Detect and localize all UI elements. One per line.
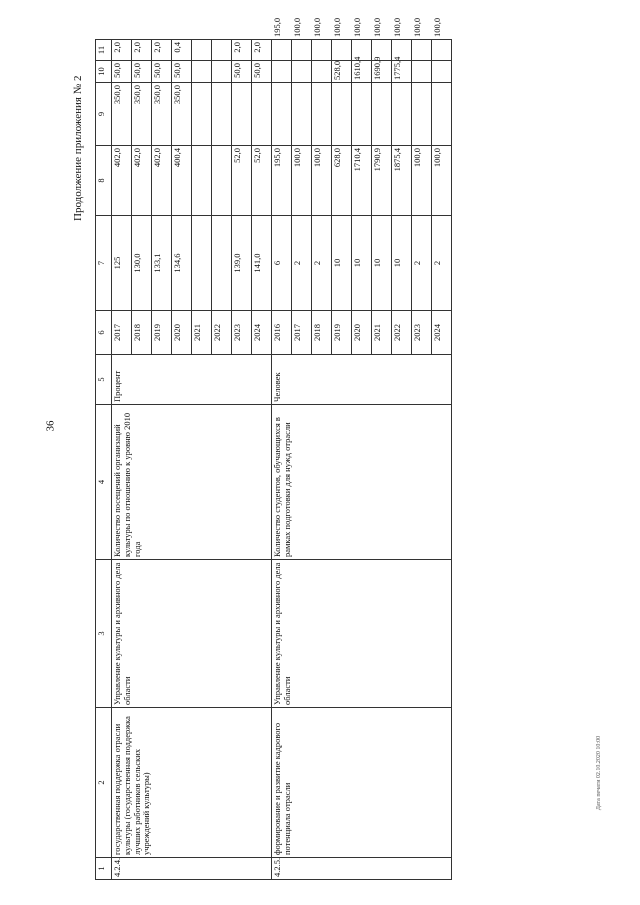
year-cell: 2018 (132, 311, 152, 355)
local-cell (212, 40, 232, 61)
total-cell: 100,0 (432, 146, 452, 216)
regional-cell (292, 61, 312, 83)
regional-cell: 1690,9 (372, 61, 392, 83)
regional-cell (432, 61, 452, 83)
federal-cell (432, 83, 452, 146)
table-row: 4.2.5. формирование и развитие кадрового потенциала отрасли Управление культуры и архивного дела области Количество студентов, обучающихся в рамках подготовки для нужд отрасли Человек 2016 6 195,0 195,0 (272, 40, 292, 880)
value-cell (192, 216, 212, 311)
value-cell: 133,1 (152, 216, 172, 311)
year-cell: 2022 (212, 311, 232, 355)
federal-cell (332, 83, 352, 146)
header-cell: 6 (96, 311, 112, 355)
local-cell (292, 40, 312, 61)
total-cell: 1875,4 (392, 146, 412, 216)
total-cell: 402,0 (112, 146, 132, 216)
total-cell: 628,0 (332, 146, 352, 216)
federal-cell: 350,0 (172, 83, 192, 146)
local-cell: 2,0 (112, 40, 132, 61)
total-cell: 100,0 (292, 146, 312, 216)
regional-cell (312, 61, 332, 83)
year-cell: 2017 (112, 311, 132, 355)
total-cell: 195,0 (272, 146, 292, 216)
total-cell (192, 146, 212, 216)
federal-cell (192, 83, 212, 146)
local-cell (192, 40, 212, 61)
value-cell (212, 216, 232, 311)
header-cell: 7 (96, 216, 112, 311)
regional-cell: 50,0 (252, 61, 272, 83)
header-row (96, 40, 112, 880)
local-cell: 2,0 (252, 40, 272, 61)
year-cell: 2024 (432, 311, 452, 355)
local-cell: 2,0 (232, 40, 252, 61)
year-cell: 2021 (372, 311, 392, 355)
table-row: 2021 10 1790,9 1690,9 100,0 (372, 40, 392, 880)
value-cell: 134,6 (172, 216, 192, 311)
item-name: государственная поддержка отрасли культуры (государственная поддержка лучших работников сельских учреждений культуры) (112, 708, 272, 858)
year-cell: 2018 (312, 311, 332, 355)
federal-cell (252, 83, 272, 146)
regional-cell: 50,0 (172, 61, 192, 83)
federal-cell (272, 83, 292, 146)
item-number: 4.2.4. (112, 858, 272, 880)
federal-cell (292, 83, 312, 146)
year-cell: 2021 (192, 311, 212, 355)
regional-cell: 50,0 (112, 61, 132, 83)
table-row: 2023 2 100,0 100,0 (412, 40, 432, 880)
year-cell: 2023 (412, 311, 432, 355)
regional-cell (192, 61, 212, 83)
regional-cell: 1610,4 (352, 61, 372, 83)
value-cell: 139,0 (232, 216, 252, 311)
total-cell: 402,0 (152, 146, 172, 216)
table-row: 2018 2 100,0 100,0 (312, 40, 332, 880)
table-row (112, 40, 132, 880)
federal-cell (312, 83, 332, 146)
value-cell: 10 (332, 216, 352, 311)
regional-cell (412, 61, 432, 83)
regional-cell: 50,0 (132, 61, 152, 83)
value-cell: 10 (352, 216, 372, 311)
item-number: 4.2.5. (272, 858, 452, 880)
local-cell (312, 40, 332, 61)
federal-cell: 350,0 (132, 83, 152, 146)
year-cell: 2023 (232, 311, 252, 355)
value-cell: 125 (112, 216, 132, 311)
local-cell: 2,0 (152, 40, 172, 61)
value-cell: 6 (272, 216, 292, 311)
table-row: 2020 10 1710,4 1610,4 100,0 (352, 40, 372, 880)
header-cell: 2 (96, 708, 112, 858)
year-cell: 2020 (352, 311, 372, 355)
page-number: 36 (44, 420, 57, 432)
year-cell: 2019 (152, 311, 172, 355)
year-cell: 2017 (292, 311, 312, 355)
regional-cell: 1775,4 (392, 61, 412, 83)
local-cell (332, 40, 352, 61)
header-cell: 8 (96, 146, 112, 216)
item-unit: Человек (272, 355, 452, 405)
value-cell: 141,0 (252, 216, 272, 311)
item-executor: Управление культуры и архивного дела области (272, 560, 452, 708)
total-cell: 1710,4 (352, 146, 372, 216)
federal-cell (352, 83, 372, 146)
total-cell: 52,0 (252, 146, 272, 216)
header-cell: 9 (96, 83, 112, 146)
year-cell: 2022 (392, 311, 412, 355)
table-row: 2022 10 1875,4 1775,4 100,0 (392, 40, 412, 880)
year-cell: 2020 (172, 311, 192, 355)
total-cell: 52,0 (232, 146, 252, 216)
header-cell: 3 (96, 560, 112, 708)
item-unit: Процент (112, 355, 272, 405)
total-cell: 1790,9 (372, 146, 392, 216)
header-cell: 1 (96, 858, 112, 880)
header-cell: 10 (96, 61, 112, 83)
federal-cell (212, 83, 232, 146)
value-cell: 10 (392, 216, 412, 311)
value-cell: 130,0 (132, 216, 152, 311)
federal-cell: 350,0 (112, 83, 132, 146)
table-container (95, 17, 455, 880)
regional-cell: 50,0 (152, 61, 172, 83)
table-row: 2024 2 100,0 100,0 (432, 40, 452, 880)
header-cell: 5 (96, 355, 112, 405)
regional-cell (272, 61, 292, 83)
total-cell: 400,4 (172, 146, 192, 216)
local-cell (432, 40, 452, 61)
print-date: Дата печати 02.10.2020 10:00 (596, 735, 603, 811)
table-row: 2019 10 628,0 528,0 100,0 (332, 40, 352, 880)
value-cell: 2 (292, 216, 312, 311)
item-indicator: Количество посещений организаций культуры по отношению к уровню 2010 года (112, 405, 272, 560)
local-cell (272, 40, 292, 61)
header-cell: 4 (96, 405, 112, 560)
table-row: 2017 2 100,0 100,0 (292, 40, 312, 880)
regional-cell: 528,0 (332, 61, 352, 83)
local-cell: 2,0 (132, 40, 152, 61)
federal-cell (392, 83, 412, 146)
total-cell: 100,0 (312, 146, 332, 216)
federal-cell (412, 83, 432, 146)
value-cell: 2 (432, 216, 452, 311)
value-cell: 2 (312, 216, 332, 311)
local-cell: 0,4 (172, 40, 192, 61)
total-cell (212, 146, 232, 216)
federal-cell (232, 83, 252, 146)
header-cell: 11 (96, 40, 112, 61)
federal-cell (372, 83, 392, 146)
total-cell: 100,0 (412, 146, 432, 216)
year-cell: 2019 (332, 311, 352, 355)
year-cell: 2024 (252, 311, 272, 355)
total-cell: 402,0 (132, 146, 152, 216)
continuation-label: Продолжение приложения № 2 (72, 75, 84, 221)
regional-cell (212, 61, 232, 83)
regional-cell: 50,0 (232, 61, 252, 83)
item-indicator: Количество студентов, обучающихся в рамках подготовки для нужд отрасли (272, 405, 452, 560)
item-executor: Управление культуры и архивного дела области (112, 560, 272, 708)
year-cell: 2016 (272, 311, 292, 355)
data-table (95, 17, 452, 880)
value-cell: 2 (412, 216, 432, 311)
value-cell: 10 (372, 216, 392, 311)
local-cell (412, 40, 432, 61)
item-name: формирование и развитие кадрового потенциала отрасли (272, 708, 452, 858)
federal-cell: 350,0 (152, 83, 172, 146)
